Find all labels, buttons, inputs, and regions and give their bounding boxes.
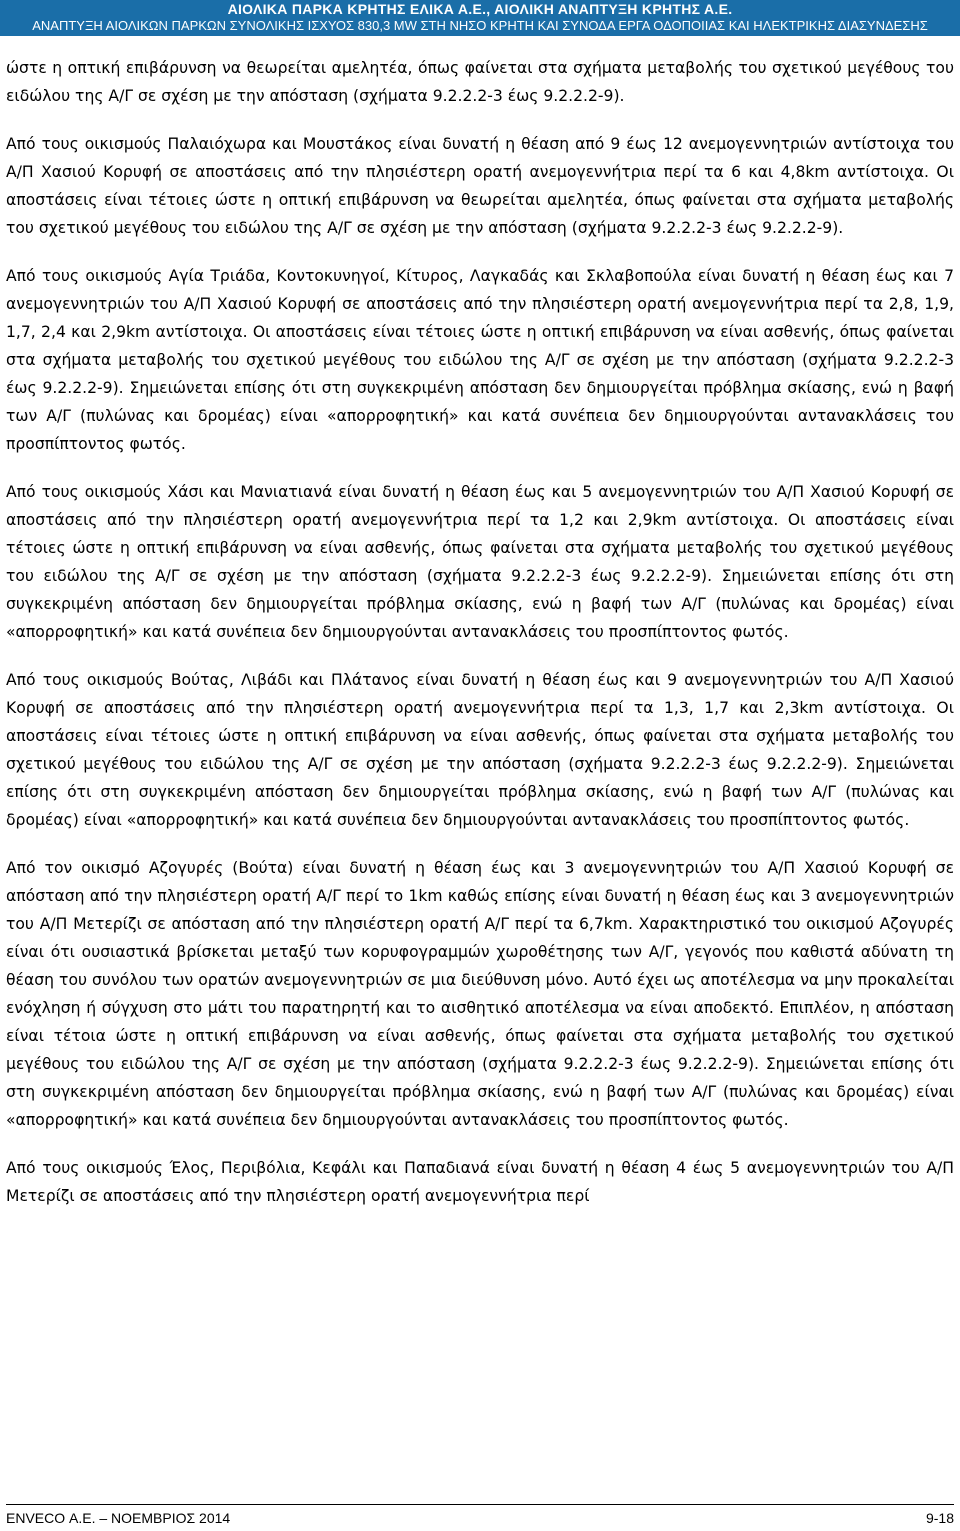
paragraph: Από τους οικισμούς Αγία Τριάδα, Κοντοκυνηγοί, Κίτυρος, Λαγκαδάς και Σκλαβοπούλα είναι δυνατή η θέαση έως και 7 ανεμογεννητριών του Α/Π Χασιού Κορυφή σε αποστάσεις από την πλησιέστερη ορατή ανεμογεννήτρια περί τα 2,8, 1,9, 1,7, 2,4 και 2,9km αντίστοιχα. Οι αποστάσεις είναι τέτοιες ώστε η οπτική επιβάρυνση να είναι ασθενής, όπως φαίνεται στα σχήματα μεταβολής του σχετικού μεγέθους του ειδώλου της Α/Γ σε σχέση με την απόσταση (σχήματα 9.2.2.2-3 έως 9.2.2.2-9). Σημειώνεται επίσης ότι στη συγκεκριμένη απόσταση δεν δημιουργείται πρόβλημα σκίασης, ενώ η βαφή των Α/Γ (πυλώνας και δρομέας) είναι «απορροφητική» και κατά συνέπεια δεν δημιουργούνται αντανακλάσεις του προσπίπτοντος φωτός. <box>6 267 954 453</box>
page-number: 9-18 <box>925 1510 954 1526</box>
header-subtitle: ΑΝΑΠΤΥΞΗ ΑΙΟΛΙΚΩΝ ΠΑΡΚΩΝ ΣΥΝΟΛΙΚΗΣ ΙΣΧΥΟΣ 830,3 MW ΣΤΗ ΝΗΣΟ ΚΡΗΤΗ ΚΑΙ ΣΥΝΟΔΑ ΕΡΓΑ ΟΔΟΠΟΙΙΑΣ ΚΑΙ ΗΛΕΚΤΡΙΚΗΣ ΔΙΑΣΥΝΔΕΣΗΣ <box>32 18 928 33</box>
paragraph: Από τους οικισμούς Παλαιόχωρα και Μουστάκος είναι δυνατή η θέαση από 9 έως 12 ανεμογεννητριών αντίστοιχα του Α/Π Χασιού Κορυφή σε αποστάσεις από την πλησιέστερη ορατή ανεμογεννήτρια περί τα 6 και 4,8km αντίστοιχα. Οι αποστάσεις είναι τέτοιες ώστε η οπτική επιβάρυνση να θεωρείται αμελητέα, όπως φαίνεται στα σχήματα μεταβολής του σχετικού μεγέθους του ειδώλου της Α/Γ σε σχέση με την απόσταση (σχήματα 9.2.2.2-3 έως 9.2.2.2-9). <box>6 135 954 237</box>
document-header <box>0 0 960 36</box>
footer-company-date: ENVECO Α.Ε. – ΝΟΕΜΒΡΙΟΣ 2014 <box>6 1510 231 1526</box>
document-footer <box>6 1504 954 1531</box>
header-title: ΑΙΟΛΙΚΑ ΠΑΡΚΑ ΚΡΗΤΗΣ ΕΛΙΚΑ Α.Ε., ΑΙΟΛΙΚΗ ΑΝΑΠΤΥΞΗ ΚΡΗΤΗΣ Α.Ε. <box>227 1 733 17</box>
paragraph: Από τους οικισμούς Χάσι και Μανιατιανά είναι δυνατή η θέαση έως και 5 ανεμογεννητριών του Α/Π Χασιού Κορυφή σε αποστάσεις από την πλησιέστερη ορατή ανεμογεννήτρια περί τα 1,2 και 2,9km αντίστοιχα. Οι αποστάσεις είναι τέτοιες ώστε η οπτική επιβάρυνση να είναι ασθενής, όπως φαίνεται στα σχήματα μεταβολής του σχετικού μεγέθους του ειδώλου της Α/Γ σε σχέση με την απόσταση (σχήματα 9.2.2.2-3 έως 9.2.2.2-9). Σημειώνεται επίσης ότι στη συγκεκριμένη απόσταση δεν δημιουργείται πρόβλημα σκίασης, ενώ η βαφή των Α/Γ (πυλώνας και δρομέας) είναι «απορροφητική» και κατά συνέπεια δεν δημιουργούνται αντανακλάσεις του προσπίπτοντος φωτός. <box>6 483 954 641</box>
paragraph: Από τον οικισμό Αζογυρές (Βούτα) είναι δυνατή η θέαση έως και 3 ανεμογεννητριών του Α/Π Χασιού Κορυφή σε απόσταση από την πλησιέστερη ορατή Α/Γ περί το 1km καθώς επίσης είναι δυνατή η θέαση έως και 3 ανεμογεννητριών του Α/Π Μετερίζι σε απόσταση από την πλησιέστερη ορατή Α/Γ περί τα 6,7km. Χαρακτηριστικό του οικισμού Αζογυρές είναι ότι ουσιαστικά βρίσκεται μεταξύ των κορυφογραμμών χωροθέτησης των Α/Γ, γεγονός που καθιστά αδύνατη τη θέαση του συνόλου των ορατών ανεμογεννητριών σε μια διεύθυνση μόνο. Αυτό έχει ως αποτέλεσμα να μην προκαλείται ενόχληση ή σύγχυση στο μάτι του παρατηρητή και το αισθητικό αποτέλεσμα να είναι αποδεκτό. Επιπλέον, η απόσταση είναι τέτοια ώστε η οπτική επιβάρυνση να είναι ασθενής, όπως φαίνεται στα σχήματα μεταβολής του σχετικού μεγέθους του ειδώλου της Α/Γ σε σχέση με την απόσταση (σχήματα 9.2.2.2-3 έως 9.2.2.2-9). Σημειώνεται επίσης ότι στη συγκεκριμένη απόσταση δεν δημιουργείται πρόβλημα σκίασης, ενώ η βαφή των Α/Γ (πυλώνας και δρομέας) είναι «απορροφητική» και κατά συνέπεια δεν δημιουργούνται αντανακλάσεις του προσπίπτοντος φωτός. <box>6 859 954 1129</box>
paragraph: ώστε η οπτική επιβάρυνση να θεωρείται αμελητέα, όπως φαίνεται στα σχήματα μεταβολής του σχετικού μεγέθους του ειδώλου της Α/Γ σε σχέση με την απόσταση (σχήματα 9.2.2.2-3 έως 9.2.2.2-9). <box>6 59 954 105</box>
paragraph: Από τους οικισμούς Βούτας, Λιβάδι και Πλάτανος είναι δυνατή η θέαση έως και 9 ανεμογεννητριών του Α/Π Χασιού Κορυφή σε αποστάσεις από την πλησιέστερη ορατή ανεμογεννήτρια περί τα 1,3, 1,7 και 2,3km αντίστοιχα. Οι αποστάσεις είναι τέτοιες ώστε η οπτική επιβάρυνση να είναι ασθενής, όπως φαίνεται στα σχήματα μεταβολής του σχετικού μεγέθους του ειδώλου της Α/Γ σε σχέση με την απόσταση (σχήματα 9.2.2.2-3 έως 9.2.2.2-9). Σημειώνεται επίσης ότι στη συγκεκριμένη απόσταση δεν δημιουργείται πρόβλημα σκίασης, ενώ η βαφή των Α/Γ (πυλώνας και δρομέας) είναι «απορροφητική» και κατά συνέπεια δεν δημιουργούνται αντανακλάσεις του προσπίπτοντος φωτός. <box>6 671 954 829</box>
paragraph: Από τους οικισμούς Έλος, Περιβόλια, Κεφάλι και Παπαδιανά είναι δυνατή η θέαση 4 έως 5 ανεμογεννητριών του Α/Π Μετερίζι σε αποστάσεις από την πλησιέστερη ορατή ανεμογεννήτρια περί <box>6 1159 954 1205</box>
document-body <box>6 54 954 1230</box>
